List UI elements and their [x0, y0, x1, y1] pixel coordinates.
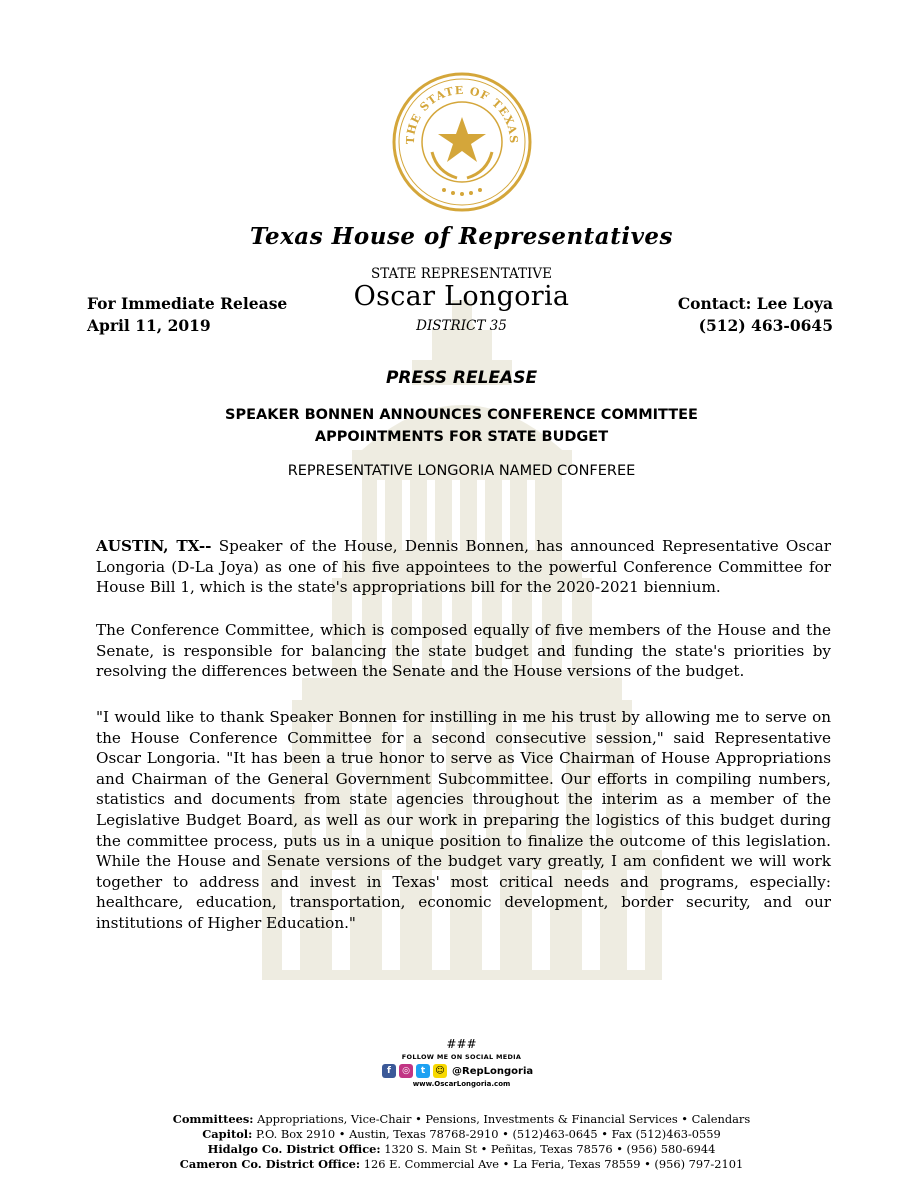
- footer-committees: Committees: Appropriations, Vice-Chair • Pensions, Investments & Financial Services • Calendars: [172, 1112, 751, 1126]
- press-release-label: PRESS RELEASE: [385, 368, 538, 388]
- website-link[interactable]: www.OscarLongoria.com: [412, 1080, 511, 1088]
- headline: [0, 404, 923, 448]
- headline-line-1: SPEAKER BONNEN ANNOUNCES CONFERENCE COMMITTEE: [225, 407, 698, 423]
- social-label: FOLLOW ME ON SOCIAL MEDIA: [401, 1053, 522, 1061]
- twitter-icon[interactable]: t: [416, 1064, 430, 1078]
- body-paragraph-1-text: Speaker of the House, Dennis Bonnen, has announced Representative Oscar Longoria (D-La Joya) as one of his five appointees to the powerful Conference Committee for House Bill 1, which is the state's appropriations bill for the 2020-2021 biennium.: [96, 537, 831, 597]
- house-title: Texas House of Representatives: [249, 223, 674, 250]
- body-paragraph-3: "I would like to thank Speaker Bonnen for instilling in me his trust by allowing me to serve on the House Conference Committee for a second consecutive session," said Representative Oscar Longoria. "It has been a true honor to serve as Vice Chairman of House Appropriations and Chairman of the General Government Subcommittee. Our efforts in compiling numbers, statistics and documents from state agencies throughout the interim as a member of the Legislative Budget Board, as well as our work in preparing the logistics of this budget during the committee process, puts us in a unique position to finalize the outcome of this legislation. While the House and Senate versions of the budget vary greatly, I am confident we will work together to address and invest in Texas' most critical needs and programs, especially: healthcare, education, transportation, economic development, border security, and our institutions of Higher Education.": [96, 708, 831, 932]
- rep-label: STATE REPRESENTATIVE: [371, 266, 552, 282]
- texas-seal: [392, 72, 532, 212]
- social-handle[interactable]: @RepLongoria: [452, 1065, 534, 1077]
- rep-name: Oscar Longoria: [353, 281, 570, 312]
- headline-line-2: APPOINTMENTS FOR STATE BUDGET: [314, 429, 609, 445]
- body-paragraph-1: [96, 536, 831, 598]
- contact-phone: (512) 463-0645: [698, 316, 833, 335]
- rep-district: DISTRICT 35: [416, 318, 507, 334]
- body-paragraph-2: The Conference Committee, which is composed equally of five members of the House and the Senate, is responsible for balancing the state budget and funding the state's priorities by resolving the differences between the Senate and the House versions of the budget.: [96, 621, 831, 681]
- dateline: AUSTIN, TX--: [96, 537, 212, 555]
- contact-name: Contact: Lee Loya: [677, 294, 833, 313]
- footer-cameron-office: Cameron Co. District Office: 126 E. Commercial Ave • La Feria, Texas 78559 • (956) 797-2101: [179, 1157, 744, 1171]
- facebook-icon[interactable]: f: [382, 1064, 396, 1078]
- footer-capitol: Capitol: P.O. Box 2910 • Austin, Texas 78768-2910 • (512)463-0645 • Fax (512)463-0559: [202, 1127, 721, 1141]
- release-date: April 11, 2019: [87, 316, 211, 335]
- snapchat-icon[interactable]: ☺: [433, 1064, 447, 1078]
- footer: [0, 1112, 923, 1172]
- footer-hidalgo-office: Hidalgo Co. District Office: 1320 S. Main St • Peñitas, Texas 78576 • (956) 580-6944: [207, 1142, 716, 1156]
- release-label: For Immediate Release: [87, 294, 288, 313]
- social-row: [382, 1062, 533, 1080]
- seal-text: THE STATE OF TEXAS: [403, 83, 521, 145]
- end-mark: ###: [446, 1037, 477, 1051]
- subheadline: REPRESENTATIVE LONGORIA NAMED CONFEREE: [287, 463, 636, 479]
- instagram-icon[interactable]: ◎: [399, 1064, 413, 1078]
